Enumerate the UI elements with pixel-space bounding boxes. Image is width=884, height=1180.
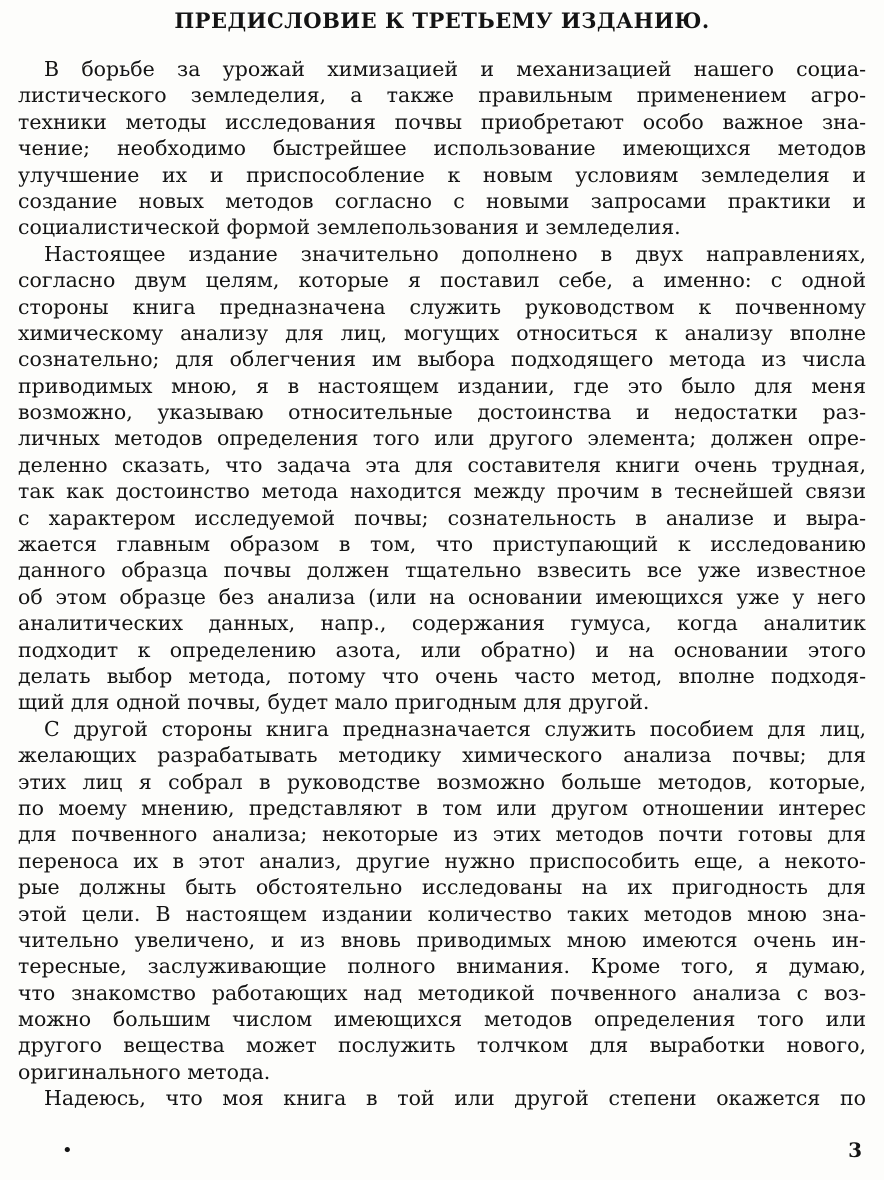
text-line: желающих разрабатывать методику химического анализа почвы; для	[18, 743, 866, 768]
text-line: тересные, заслуживающие полного внимания. Кроме того, я думаю,	[18, 954, 866, 979]
text-line: сознательно; для облегчения им выбора подходящего метода из числа	[18, 347, 866, 372]
text-line: стороны книга предназначена служить руководством к почвенному	[18, 294, 866, 319]
text-line: подходит к определению азота, или обратно) и на основании этого	[18, 637, 866, 662]
text-line: по моему мнению, представляют в том или другом отношении интерес	[18, 795, 866, 820]
text-line: жается главным образом в том, что приступающий к исследованию	[18, 532, 866, 557]
text-line: можно большим числом имеющихся методов определения того или	[18, 1007, 866, 1032]
text-line: личных методов определения того или другого элемента; должен опре-	[18, 426, 866, 451]
text-line: другого вещества может послужить толчком для выработки нового,	[18, 1033, 866, 1058]
text-line: техники методы исследования почвы приобретают особо важное зна-	[18, 109, 866, 134]
text-line: так как достоинство метода находится между прочим в теснейшей связи	[18, 479, 866, 504]
page-title: ПРЕДИСЛОВИЕ К ТРЕТЬЕМУ ИЗДАНИЮ.	[174, 8, 710, 33]
text-line: С другой стороны книга предназначается служить пособием для лиц,	[44, 716, 866, 741]
text-line: об этом образце без анализа (или на основании имеющихся уже у него	[18, 584, 866, 609]
paragraph-3	[18, 716, 866, 1085]
text-line: социалистической формой землепользования и земледелия.	[18, 215, 681, 240]
text-line: листического земледелия, а также правильным применением агро-	[18, 83, 866, 108]
text-line: аналитических данных, напр., содержания гумуса, когда аналитик	[18, 611, 866, 636]
text-line: создание новых методов согласно с новыми запросами практики и	[18, 188, 866, 213]
text-line: оригинального метода.	[18, 1059, 271, 1084]
footer-mark: •	[62, 1140, 73, 1161]
text-line: Настоящее издание значительно дополнено в двух направлениях,	[44, 241, 866, 266]
text-line: этой цели. В настоящем издании количество таких методов мною зна-	[18, 901, 866, 926]
text-line: делать выбор метода, потому что очень часто метод, вполне подходя-	[18, 663, 866, 688]
paragraph-1	[18, 56, 866, 241]
paragraph-2	[18, 241, 866, 716]
text-line: с характером исследуемой почвы; сознательность в анализе и выра-	[18, 505, 866, 530]
page-number: 3	[848, 1138, 862, 1162]
text-line: чительно увеличено, и из вновь приводимых мною имеются очень ин-	[18, 927, 866, 952]
text-line: чение; необходимо быстрейшее использование имеющихся методов	[18, 136, 866, 161]
paragraph-4	[18, 1085, 866, 1111]
text-line: что знакомство работающих над методикой почвенного анализа с воз-	[18, 980, 866, 1005]
text-line: согласно двум целям, которые я поставил себе, а именно: с одной	[18, 268, 866, 293]
text-line: переноса их в этот анализ, другие нужно приспособить еще, а некото-	[18, 848, 866, 873]
text-line: химическому анализу для лиц, могущих относиться к анализу вполне	[18, 320, 866, 345]
text-line: В борьбе за урожай химизацией и механизацией нашего социа-	[44, 57, 866, 81]
text-line: Надеюсь, что моя книга в той или другой степени окажется по	[44, 1086, 866, 1111]
text-line: рые должны быть обстоятельно исследованы на их пригодность для	[18, 875, 866, 900]
text-line: для почвенного анализа; некоторые из этих методов почти готовы для	[18, 822, 866, 847]
text-line: возможно, указываю относительные достоинства и недостатки раз-	[18, 400, 866, 425]
text-line: улучшение их и приспособление к новым условиям земледелия и	[18, 162, 866, 187]
text-line: деленно сказать, что задача эта для составителя книги очень трудная,	[18, 452, 866, 477]
text-line: этих лиц я собрал в руководстве возможно больше методов, которые,	[18, 769, 866, 794]
text-line: приводимых мною, я в настоящем издании, где это было для меня	[18, 373, 866, 398]
body-text	[18, 56, 866, 1112]
text-line: данного образца почвы должен тщательно взвесить все уже известное	[18, 558, 866, 583]
text-line: щий для одной почвы, будет мало пригодным для другой.	[18, 690, 650, 715]
